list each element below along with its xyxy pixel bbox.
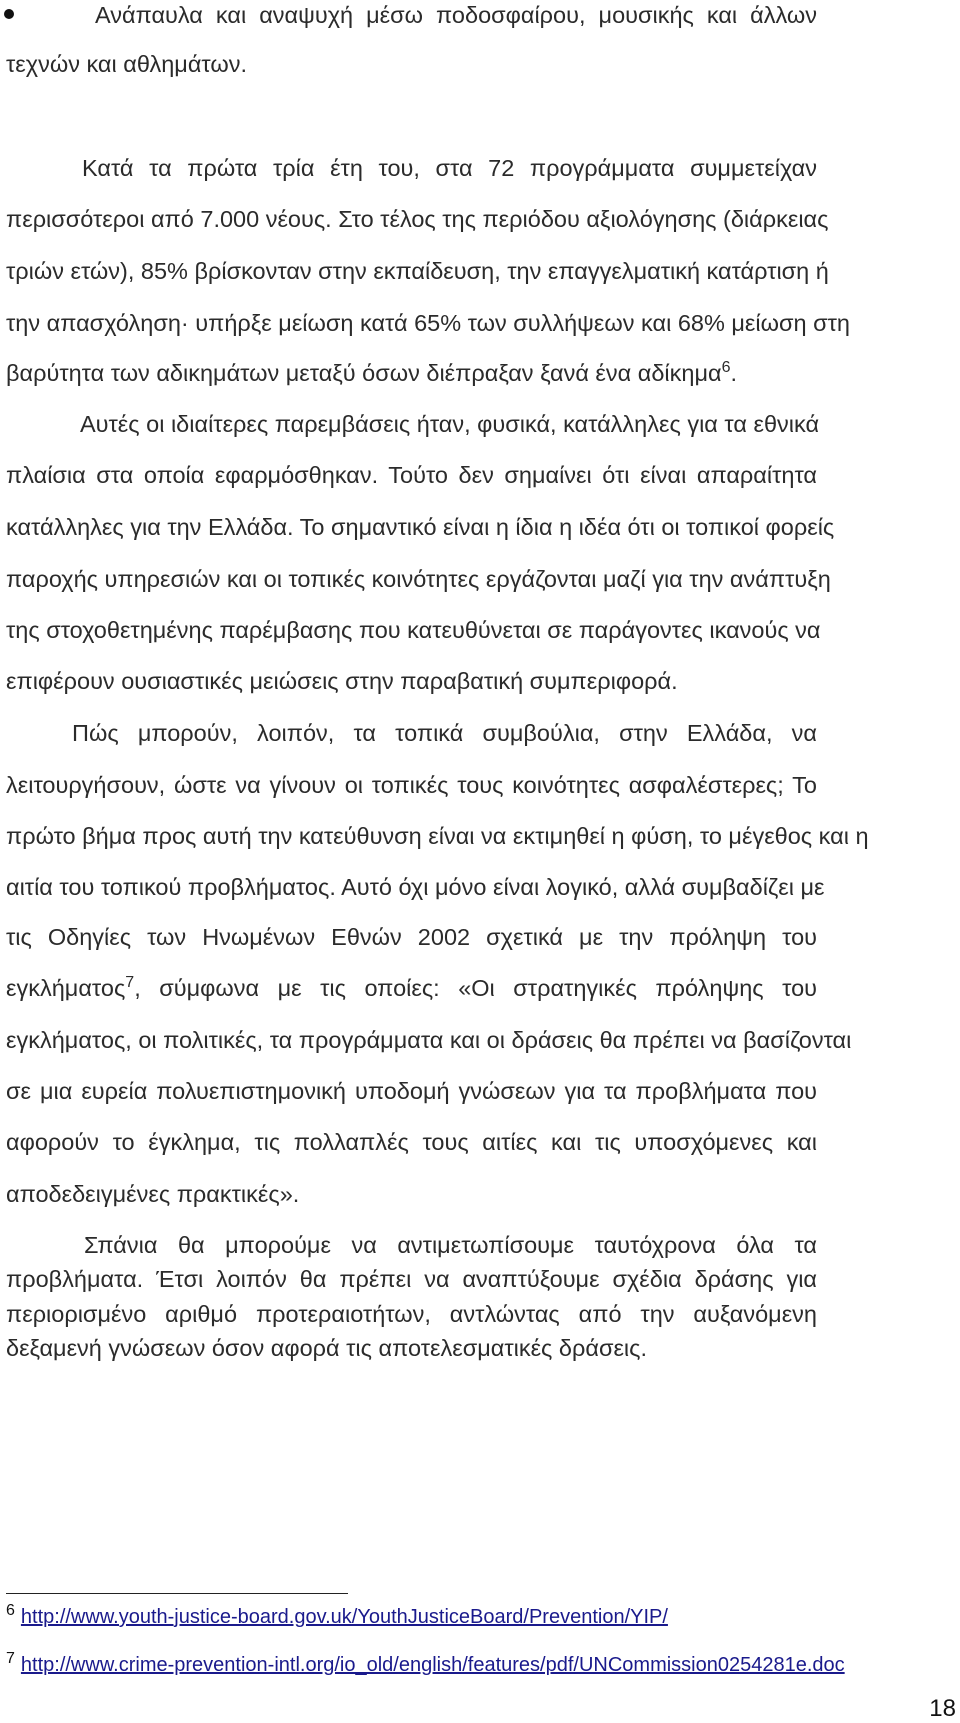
text-line: δεξαμενή γνώσεων όσον αφορά τις αποτελεσματικές δράσεις. bbox=[6, 1335, 648, 1361]
bullet-dot bbox=[4, 9, 14, 19]
footnote-7 bbox=[6, 1646, 845, 1678]
footnote-6 bbox=[6, 1598, 668, 1630]
footnote-number: 7 bbox=[6, 1650, 15, 1667]
text-line: λειτουργήσουν, ώστε να γίνουν οι τοπικές τους κοινότητες ασφαλέστερες; Το bbox=[6, 772, 817, 798]
footnote-number: 6 bbox=[6, 1602, 15, 1619]
text-line: Κατά τα πρώτα τρία έτη του, στα 72 προγράμματα συμμετείχαν bbox=[82, 155, 817, 181]
bullet-text-line: τεχνών και αθλημάτων. bbox=[6, 51, 248, 77]
text-line: σε μια ευρεία πολυεπιστημονική υποδομή γνώσεων για τα προβλήματα που bbox=[6, 1078, 817, 1104]
text-line: αποδεδειγμένες πρακτικές». bbox=[6, 1181, 300, 1207]
footnote-link[interactable]: http://www.youth-justice-board.gov.uk/YouthJusticeBoard/Prevention/YIP/ bbox=[20, 1606, 668, 1628]
text-line: την απασχόληση· υπήρξε μείωση κατά 65% των συλλήψεων και 68% μείωση στη bbox=[6, 310, 850, 336]
text-segment: βαρύτητα των αδικημάτων μεταξύ όσων διέπραξαν ξανά ένα αδίκημα bbox=[6, 360, 722, 386]
text-line: προβλήματα. Έτσι λοιπόν θα πρέπει να αναπτύξουμε σχέδια δράσης για bbox=[6, 1266, 817, 1292]
footnote-link[interactable]: http://www.crime-prevention-intl.org/io_old/english/features/pdf/UNCommission0254281e.doc bbox=[20, 1654, 845, 1676]
footnote-ref: 6 bbox=[721, 359, 731, 376]
text-line: επιφέρουν ουσιαστικές μειώσεις στην παραβατική συμπεριφορά. bbox=[6, 668, 678, 694]
text-segment: . bbox=[730, 360, 738, 386]
text-line: εγκλήματος, οι πολιτικές, τα προγράμματα και οι δράσεις θα πρέπει να βασίζονται bbox=[6, 1027, 852, 1053]
text-line: Σπάνια θα μπορούμε να αντιμετωπίσουμε ταυτόχρονα όλα τα bbox=[84, 1232, 817, 1258]
text-segment: , σύμφωνα με τις οποίες: «Οι στρατηγικές πρόληψης του bbox=[134, 975, 817, 1001]
text-line: παροχής υπηρεσιών και οι τοπικές κοινότητες εργάζονται μαζί για την ανάπτυξη bbox=[6, 566, 831, 592]
text-line: Αυτές οι ιδιαίτερες παρεμβάσεις ήταν, φυσικά, κατάλληλες για τα εθνικά bbox=[80, 411, 820, 437]
text-line bbox=[6, 973, 817, 1003]
text-line: τις Οδηγίες των Ηνωμένων Εθνών 2002 σχετικά με την πρόληψη του bbox=[6, 924, 817, 950]
text-line: περιορισμένο αριθμό προτεραιοτήτων, αντλώντας από την αυξανόμενη bbox=[6, 1301, 817, 1327]
footnote-ref: 7 bbox=[125, 974, 135, 991]
text-line: αιτία του τοπικού προβλήματος. Αυτό όχι μόνο είναι λογικό, αλλά συμβαδίζει με bbox=[6, 874, 825, 900]
text-segment: εγκλήματος bbox=[6, 975, 126, 1001]
text-line: πλαίσια στα οποία εφαρμόσθηκαν. Τούτο δεν σημαίνει ότι είναι απαραίτητα bbox=[6, 462, 817, 488]
text-line: τριών ετών), 85% βρίσκονταν στην εκπαίδευση, την επαγγελματική κατάρτιση ή bbox=[6, 258, 829, 284]
text-line: πρώτο βήμα προς αυτή την κατεύθυνση είναι να εκτιμηθεί η φύση, το μέγεθος και η bbox=[6, 823, 869, 849]
bullet-text-line: Ανάπαυλα και αναψυχή μέσω ποδοσφαίρου, μουσικής και άλλων bbox=[95, 2, 817, 28]
footnote-separator bbox=[6, 1593, 348, 1594]
text-line bbox=[6, 358, 896, 388]
page-number: 18 bbox=[929, 1695, 956, 1722]
text-line: κατάλληλες για την Ελλάδα. Το σημαντικό είναι η ίδια η ιδέα ότι οι τοπικοί φορείς bbox=[6, 514, 835, 540]
text-line: περισσότεροι από 7.000 νέους. Στο τέλος της περιόδου αξιολόγησης (διάρκειας bbox=[6, 206, 829, 232]
text-line: Πώς μπορούν, λοιπόν, τα τοπικά συμβούλια, στην Ελλάδα, να bbox=[72, 720, 817, 746]
text-line: της στοχοθετημένης παρέμβασης που κατευθύνεται σε παράγοντες ικανούς να bbox=[6, 617, 821, 643]
text-line: αφορούν το έγκλημα, τις πολλαπλές τους αιτίες και τις υποσχόμενες και bbox=[6, 1129, 817, 1155]
